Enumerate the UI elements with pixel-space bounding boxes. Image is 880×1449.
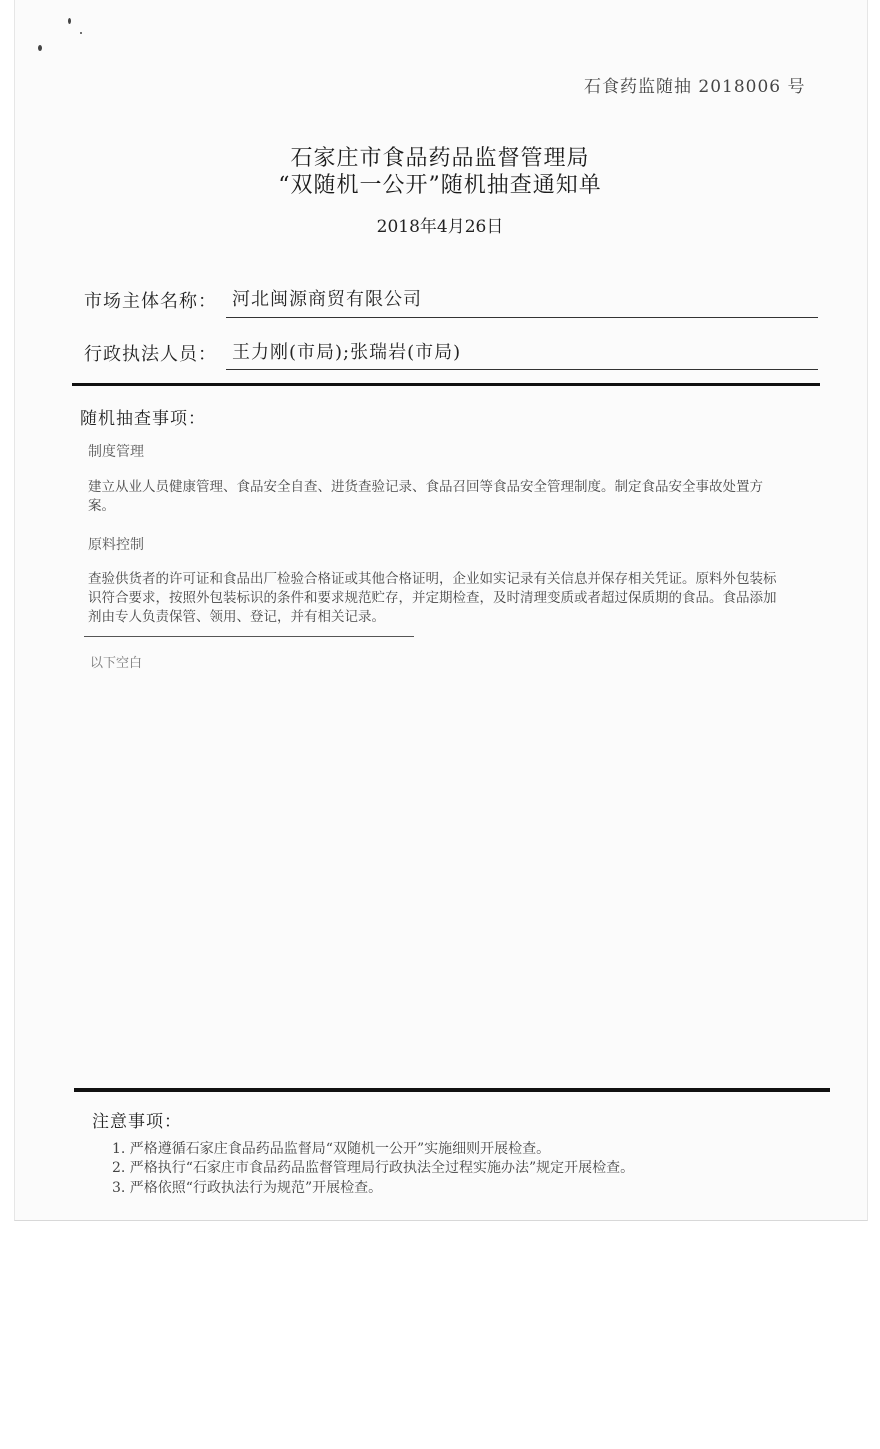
content-end-line bbox=[84, 636, 414, 637]
law-enforcers-value: 王力刚(市局);张瑞岩(市局) bbox=[232, 342, 462, 363]
inspection-heading: 随机抽查事项： bbox=[80, 409, 206, 429]
page-title: 石家庄市食品药品监督管理局 bbox=[290, 146, 590, 171]
market-subject-underline bbox=[226, 317, 818, 318]
scan-speck bbox=[38, 45, 42, 51]
note-item: 2. 严格执行“石家庄市食品药品监督管理局行政执法全过程实施办法”规定开展检查。 bbox=[112, 1160, 635, 1176]
scan-speck bbox=[80, 32, 82, 34]
scan-speck bbox=[68, 18, 71, 24]
law-enforcers-label: 行政执法人员： bbox=[84, 344, 217, 365]
inspection-item-title: 原料控制 bbox=[88, 537, 144, 553]
market-subject-label: 市场主体名称： bbox=[84, 291, 217, 312]
notes-heading: 注意事项： bbox=[92, 1112, 182, 1132]
note-item: 1. 严格遵循石家庄食品药品监督局“双随机一公开”实施细则开展检查。 bbox=[112, 1141, 551, 1157]
section-divider bbox=[72, 383, 820, 386]
blank-note: 以下空白 bbox=[90, 656, 143, 671]
document-number: 石食药监随抽 2018006 号 bbox=[584, 77, 806, 97]
market-subject-value: 河北闽源商贸有限公司 bbox=[232, 289, 422, 310]
law-enforcers-underline bbox=[226, 369, 818, 370]
notes-divider bbox=[74, 1088, 830, 1092]
inspection-item-text: 查验供货者的许可证和食品出厂检验合格证或其他合格证明，企业如实记录有关信息并保存相关凭证。原料外包装标识符合要求，按照外包装标识的条件和要求规范贮存，并定期检查，及时清理变质或者超过保质期的食品。食品添加剂由专人负责保管、领用、登记，并有相关记录。 bbox=[88, 571, 777, 625]
note-item: 3. 严格依照“行政执法行为规范”开展检查。 bbox=[112, 1180, 383, 1196]
page-subtitle: “双随机一公开”随机抽查通知单 bbox=[278, 173, 602, 198]
inspection-item-title: 制度管理 bbox=[88, 444, 144, 460]
inspection-item-text: 建立从业人员健康管理、食品安全自查、进货查验记录、食品召回等食品安全管理制度。制定食品安全事故处置方案。 bbox=[88, 479, 763, 514]
notice-date: 2018年4月26日 bbox=[376, 217, 504, 237]
